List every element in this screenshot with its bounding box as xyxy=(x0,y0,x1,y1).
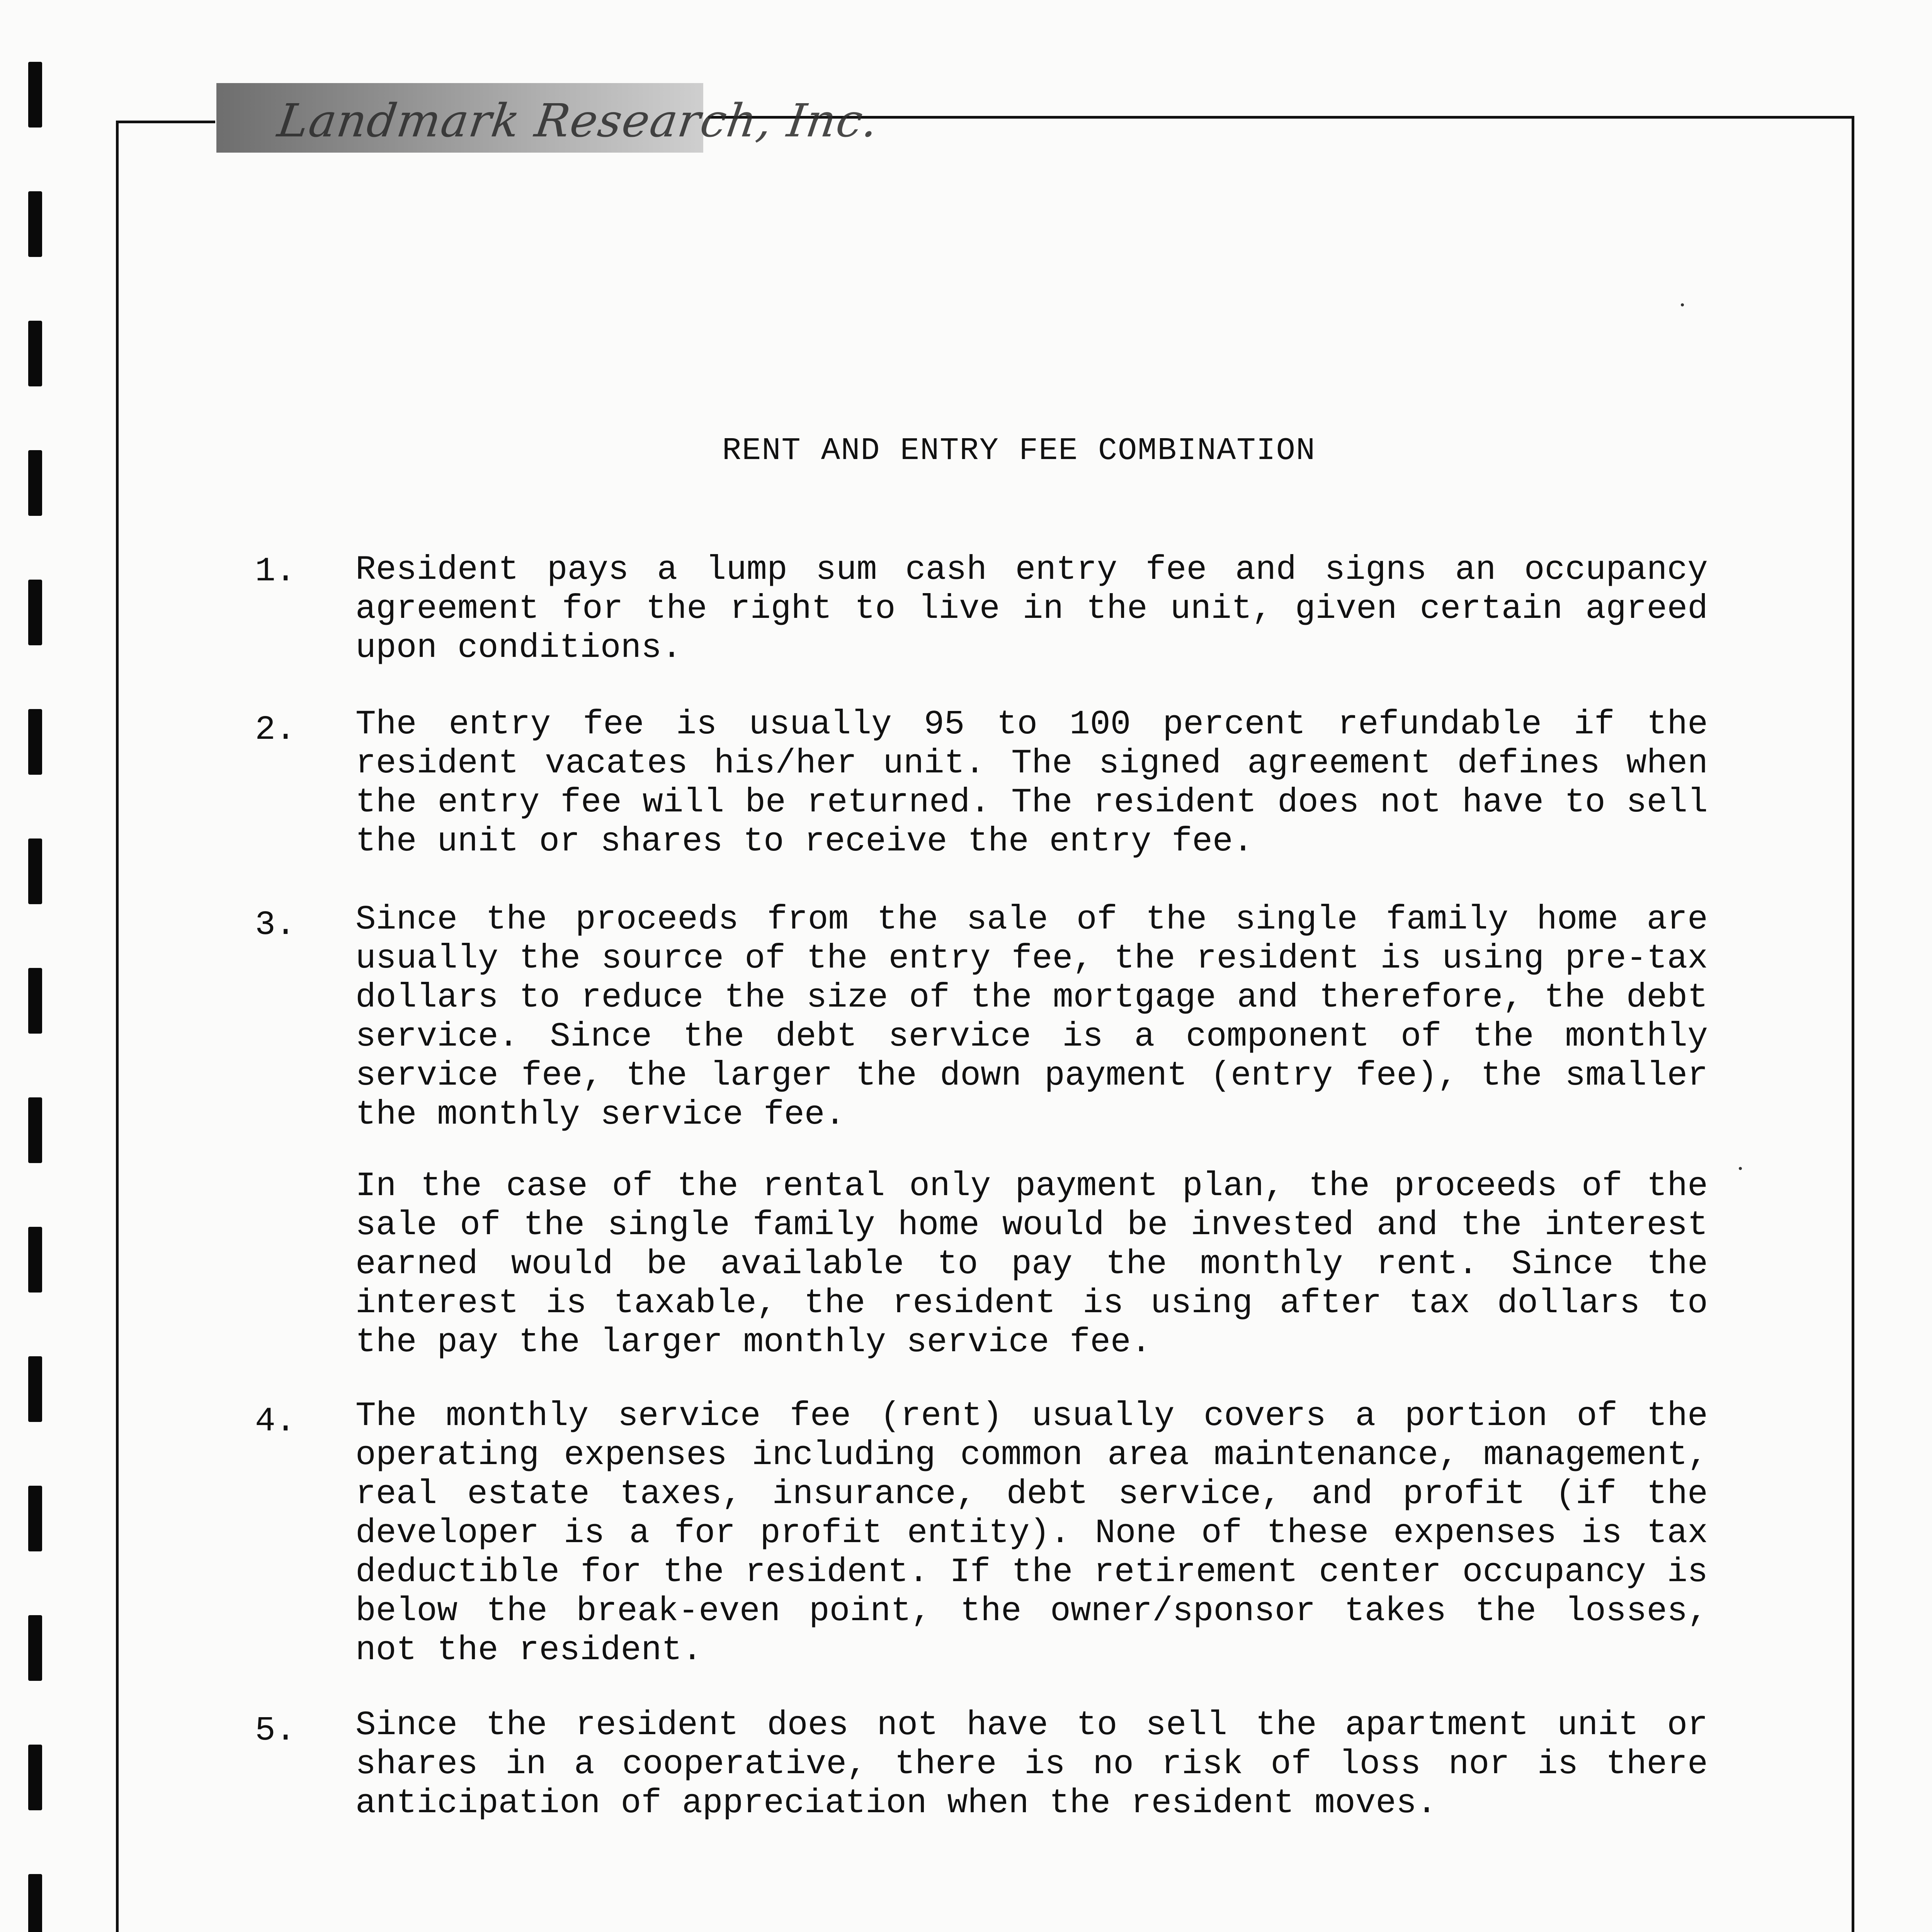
item-text: Since the proceeds from the sale of the single family home are usually the source of the entry fee, the resident is using pre-tax dollars to reduce the size of the mortgage and therefore, the debt service. Since the debt service is a component of the monthly service fee, the larger the down payment (entry fee), the smaller the monthly service fee. xyxy=(355,901,1708,1134)
item-text: Since the resident does not have to sell the apartment unit or shares in a cooperative, there is no risk of loss nor is there anticipation of appreciation when the resident moves. xyxy=(355,1706,1708,1823)
binding-hole-mark xyxy=(28,191,42,257)
binding-hole-mark xyxy=(28,62,42,128)
document-title: RENT AND ENTRY FEE COMBINATION xyxy=(722,433,1316,469)
binding-hole-mark xyxy=(28,1615,42,1681)
binding-hole-mark xyxy=(28,1486,42,1551)
scan-speck xyxy=(1681,303,1684,306)
binding-hole-mark xyxy=(28,1097,42,1163)
binding-hole-mark xyxy=(28,1874,42,1932)
binding-hole-mark xyxy=(28,709,42,775)
binding-hole-mark xyxy=(28,321,42,386)
frame-rule xyxy=(116,121,119,1932)
binding-hole-mark xyxy=(28,1745,42,1810)
frame-rule xyxy=(1852,116,1854,1932)
frame-rule xyxy=(708,116,1854,119)
binding-hole-mark xyxy=(28,1356,42,1422)
frame-rule xyxy=(117,121,215,123)
item-text: The monthly service fee (rent) usually covers a portion of the operating expenses including common area maintenance, management, real estate taxes, insurance, debt service, and profit (if the developer is a for profit entity). None of these expenses is tax deductible for the resident. If the retirement center occupancy is below the break-even point, the owner/sponsor takes the losses, not the resident. xyxy=(355,1397,1708,1670)
logo-text: Landmark Research, Inc. xyxy=(274,94,882,147)
item-number: 3. xyxy=(255,906,296,944)
item-text: The entry fee is usually 95 to 100 percent refundable if the resident vacates his/her unit. The signed agreement defines when the entry fee will be returned. The resident does not have to sell the unit or shares to receive the entry fee. xyxy=(355,706,1708,861)
binding-hole-mark xyxy=(28,838,42,904)
item-text: Resident pays a lump sum cash entry fee and signs an occupancy agreement for the right to live in the unit, given certain agreed upon conditions. xyxy=(355,551,1708,667)
binding-hole-mark xyxy=(28,580,42,645)
item-number: 1. xyxy=(255,553,296,591)
company-logo xyxy=(216,83,882,153)
item-number: 2. xyxy=(255,711,296,749)
binding-hole-mark xyxy=(28,1227,42,1293)
item-number: 4. xyxy=(255,1403,296,1441)
item-number: 5. xyxy=(255,1712,296,1750)
binding-hole-mark xyxy=(28,968,42,1034)
item-continuation-text: In the case of the rental only payment plan, the proceeds of the sale of the single family home would be invested and the interest earned would be available to pay the monthly rent. Since the interest is taxable, the resident is using after tax dollars to the pay the larger monthly service fee. xyxy=(355,1167,1708,1362)
scan-speck xyxy=(1739,1167,1742,1170)
